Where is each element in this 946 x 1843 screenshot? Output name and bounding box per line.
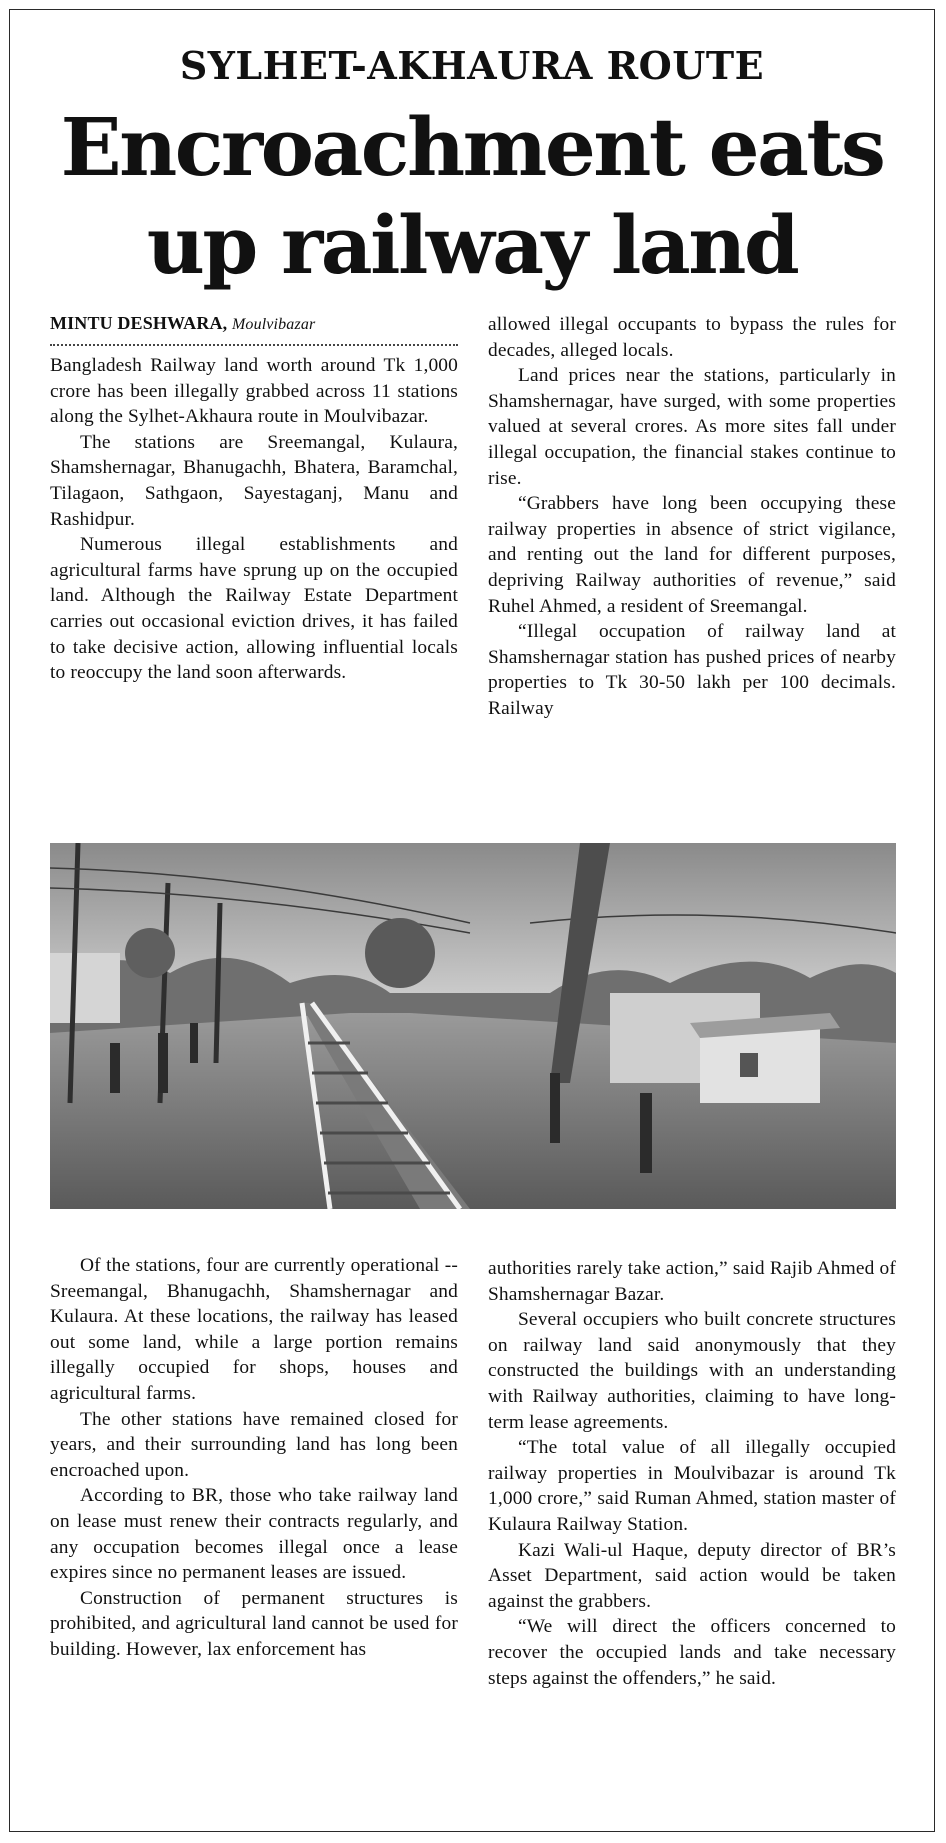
railway-track-photo: [50, 843, 896, 1209]
paragraph: According to BR, those who take railway land on lease must renew their contracts regularly, and any occupation becomes illegal once a lease expires since no permanent leases are issued.: [50, 1485, 458, 1584]
paragraph: Land prices near the stations, particularly in Shamshernagar, have surged, with some properties valued at several crores. As more sites fall under illegal occupation, the financial stakes continue to rise.: [488, 365, 896, 489]
paragraph: “We will direct the officers concerned to recover the occupied lands and take necessary steps against the offenders,” he said.: [488, 1616, 896, 1689]
paragraph: “Grabbers have long been occupying these railway properties in absence of strict vigilance, and renting out the land for different purposes, depriving Railway authorities of revenue,” said Ruhel Ahmed, a resident of Sreemangal.: [488, 493, 896, 617]
newspaper-page: [9, 9, 935, 1832]
byline-divider: [50, 344, 458, 346]
paragraph: The stations are Sreemangal, Kulaura, Shamshernagar, Bhanugachh, Bhatera, Baramchal, Tilagaon, Sathgaon, Sayestaganj, Manu and Rashidpur.: [50, 431, 458, 530]
paragraph: authorities rarely take action,” said Rajib Ahmed of Shamshernagar Bazar.: [488, 1258, 896, 1305]
headline-line-2: up railway land: [146, 198, 798, 292]
paragraph: The other stations have remained closed for years, and their surrounding land has long been encroached upon.: [50, 1408, 458, 1481]
paragraph: allowed illegal occupants to bypass the rules for decades, alleged locals.: [488, 314, 896, 361]
paragraph: Numerous illegal establishments and agricultural farms have sprung up on the occupied land. Although the Railway Estate Department carries out occasional eviction drives, it has failed to take decisive action, allowing influential locals to reoccupy the land soon afterwards.: [50, 534, 458, 684]
railway-track-photo-icon: [50, 843, 896, 1209]
headline-line-1: Encroachment eats: [60, 100, 884, 194]
paragraph: Kazi Wali-ul Haque, deputy director of BR’s Asset Department, said action would be taken against the grabbers.: [488, 1539, 896, 1612]
paragraph: Construction of permanent structures is prohibited, and agricultural land cannot be used for building. However, lax enforcement has: [50, 1587, 458, 1660]
byline: [50, 310, 458, 338]
paragraph: “The total value of all illegally occupied railway properties in Moulvibazar is around Tk 1,000 crore,” said Ruman Ahmed, station master of Kulaura Railway Station.: [488, 1437, 896, 1535]
kicker: SYLHET-AKHAURA ROUTE: [179, 43, 765, 88]
article-column-1: [50, 310, 458, 686]
paragraph: “Illegal occupation of railway land at Shamshernagar station has pushed prices of nearby properties to Tk 30-50 lakh per 100 decimals. Railway: [488, 621, 896, 719]
paragraph: Several occupiers who built concrete structures on railway land said anonymously that they constructed the buildings with an understanding with Railway authorities, claiming to have long-term lease agreements.: [488, 1309, 896, 1433]
byline-author: MINTU DESHWARA,: [50, 313, 228, 333]
article-column-4: [488, 1256, 896, 1691]
article-column-3: [50, 1253, 458, 1663]
headline: [20, 98, 924, 294]
byline-location: Moulvibazar: [231, 316, 316, 333]
paragraph: Bangladesh Railway land worth around Tk 1,000 crore has been illegally grabbed across 11 stations along the Sylhet-Akhaura route in Moulvibazar.: [50, 355, 458, 428]
article-column-2: [488, 312, 896, 722]
paragraph: Of the stations, four are currently operational -- Sreemangal, Bhanugachh, Shamshernagar and Kulaura. At these locations, the railway has leased out some land, while a large portion remains illegally occupied for shops, houses and agricultural farms.: [50, 1255, 458, 1404]
